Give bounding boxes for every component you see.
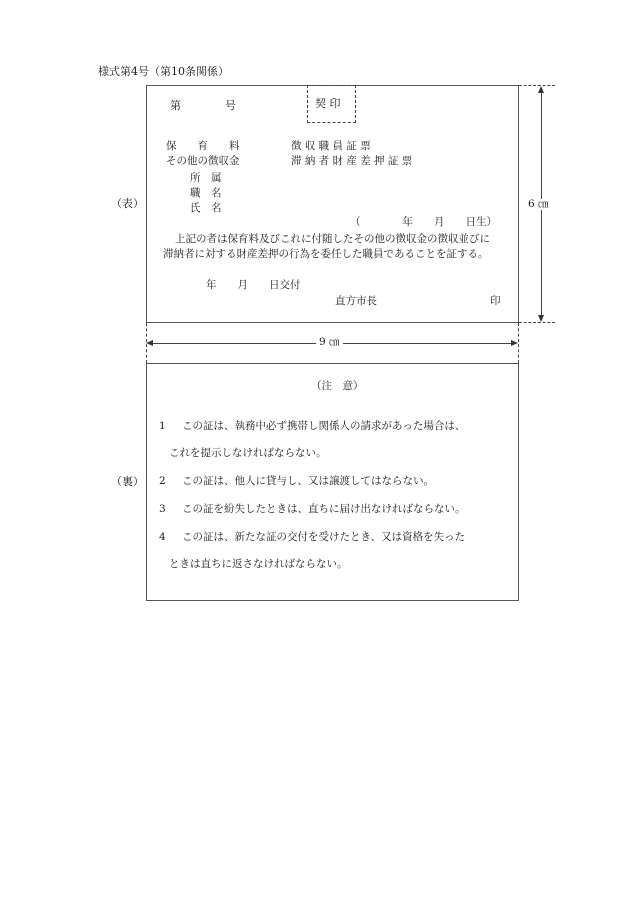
note-text-continued: ときは直ちに返さなければならない。 — [169, 558, 348, 570]
issue-date: 年 月 日交付 — [206, 279, 301, 291]
front-side-label: （表） — [111, 197, 144, 210]
height-guide-top — [519, 85, 555, 86]
note-number: 4 — [159, 531, 166, 543]
note-number: 2 — [159, 475, 166, 487]
form-title: 様式第4号（第10条関係） — [98, 65, 229, 78]
note-text: この証は、執務中必ず携帯し関係人の請求があった場合は、 — [182, 420, 466, 432]
body-text-line-2: 滞納者に対する財産差押の行為を委任した職員であることを証する。 — [163, 248, 489, 260]
arrow-left-icon — [146, 340, 153, 346]
width-label: 9 ㎝ — [316, 337, 343, 348]
note-text: この証は、新たな証の交付を受けたとき、又は資格を失った — [182, 531, 466, 543]
collector-id-title: 徴 収 職 員 証 票 — [291, 140, 371, 152]
width-guide-right — [518, 323, 519, 363]
arrow-down-icon — [538, 315, 544, 322]
note-number: 3 — [159, 503, 166, 515]
note-text: この証は、他人に貸与し、又は譲渡してはならない。 — [182, 475, 434, 487]
height-guide-bottom — [519, 322, 555, 323]
note-text-continued: これを提示しなければならない。 — [169, 447, 327, 459]
seizure-id-title: 滞 納 者 財 産 差 押 証 票 — [291, 155, 413, 167]
back-side-label: （裏） — [111, 475, 144, 488]
other-fee-title: その他の徴収金 — [166, 155, 240, 167]
field-position: 職 名 — [190, 187, 222, 199]
note-number: 1 — [159, 420, 166, 432]
arrow-right-icon — [511, 340, 518, 346]
field-affiliation: 所 属 — [190, 172, 222, 184]
issuer-seal: 印 — [490, 295, 501, 307]
field-name: 氏 名 — [190, 202, 222, 214]
arrow-up-icon — [538, 86, 544, 93]
body-text-line-1: 上記の者は保育料及びこれに付随したその他の徴収金の徴収並びに — [175, 233, 490, 245]
height-label: 6 ㎝ — [525, 199, 552, 210]
notes-heading: （注 意） — [311, 380, 364, 392]
issuer: 直方市長 — [335, 295, 377, 307]
seal-stamp-label: 契 印 — [315, 97, 341, 110]
number-label: 第 号 — [170, 99, 236, 112]
birth-date: （ 年 月 日生） — [350, 216, 497, 228]
note-text: この証を紛失したときは、直ちに届け出なければならない。 — [182, 503, 466, 515]
fee-title: 保 育 料 — [166, 140, 240, 152]
